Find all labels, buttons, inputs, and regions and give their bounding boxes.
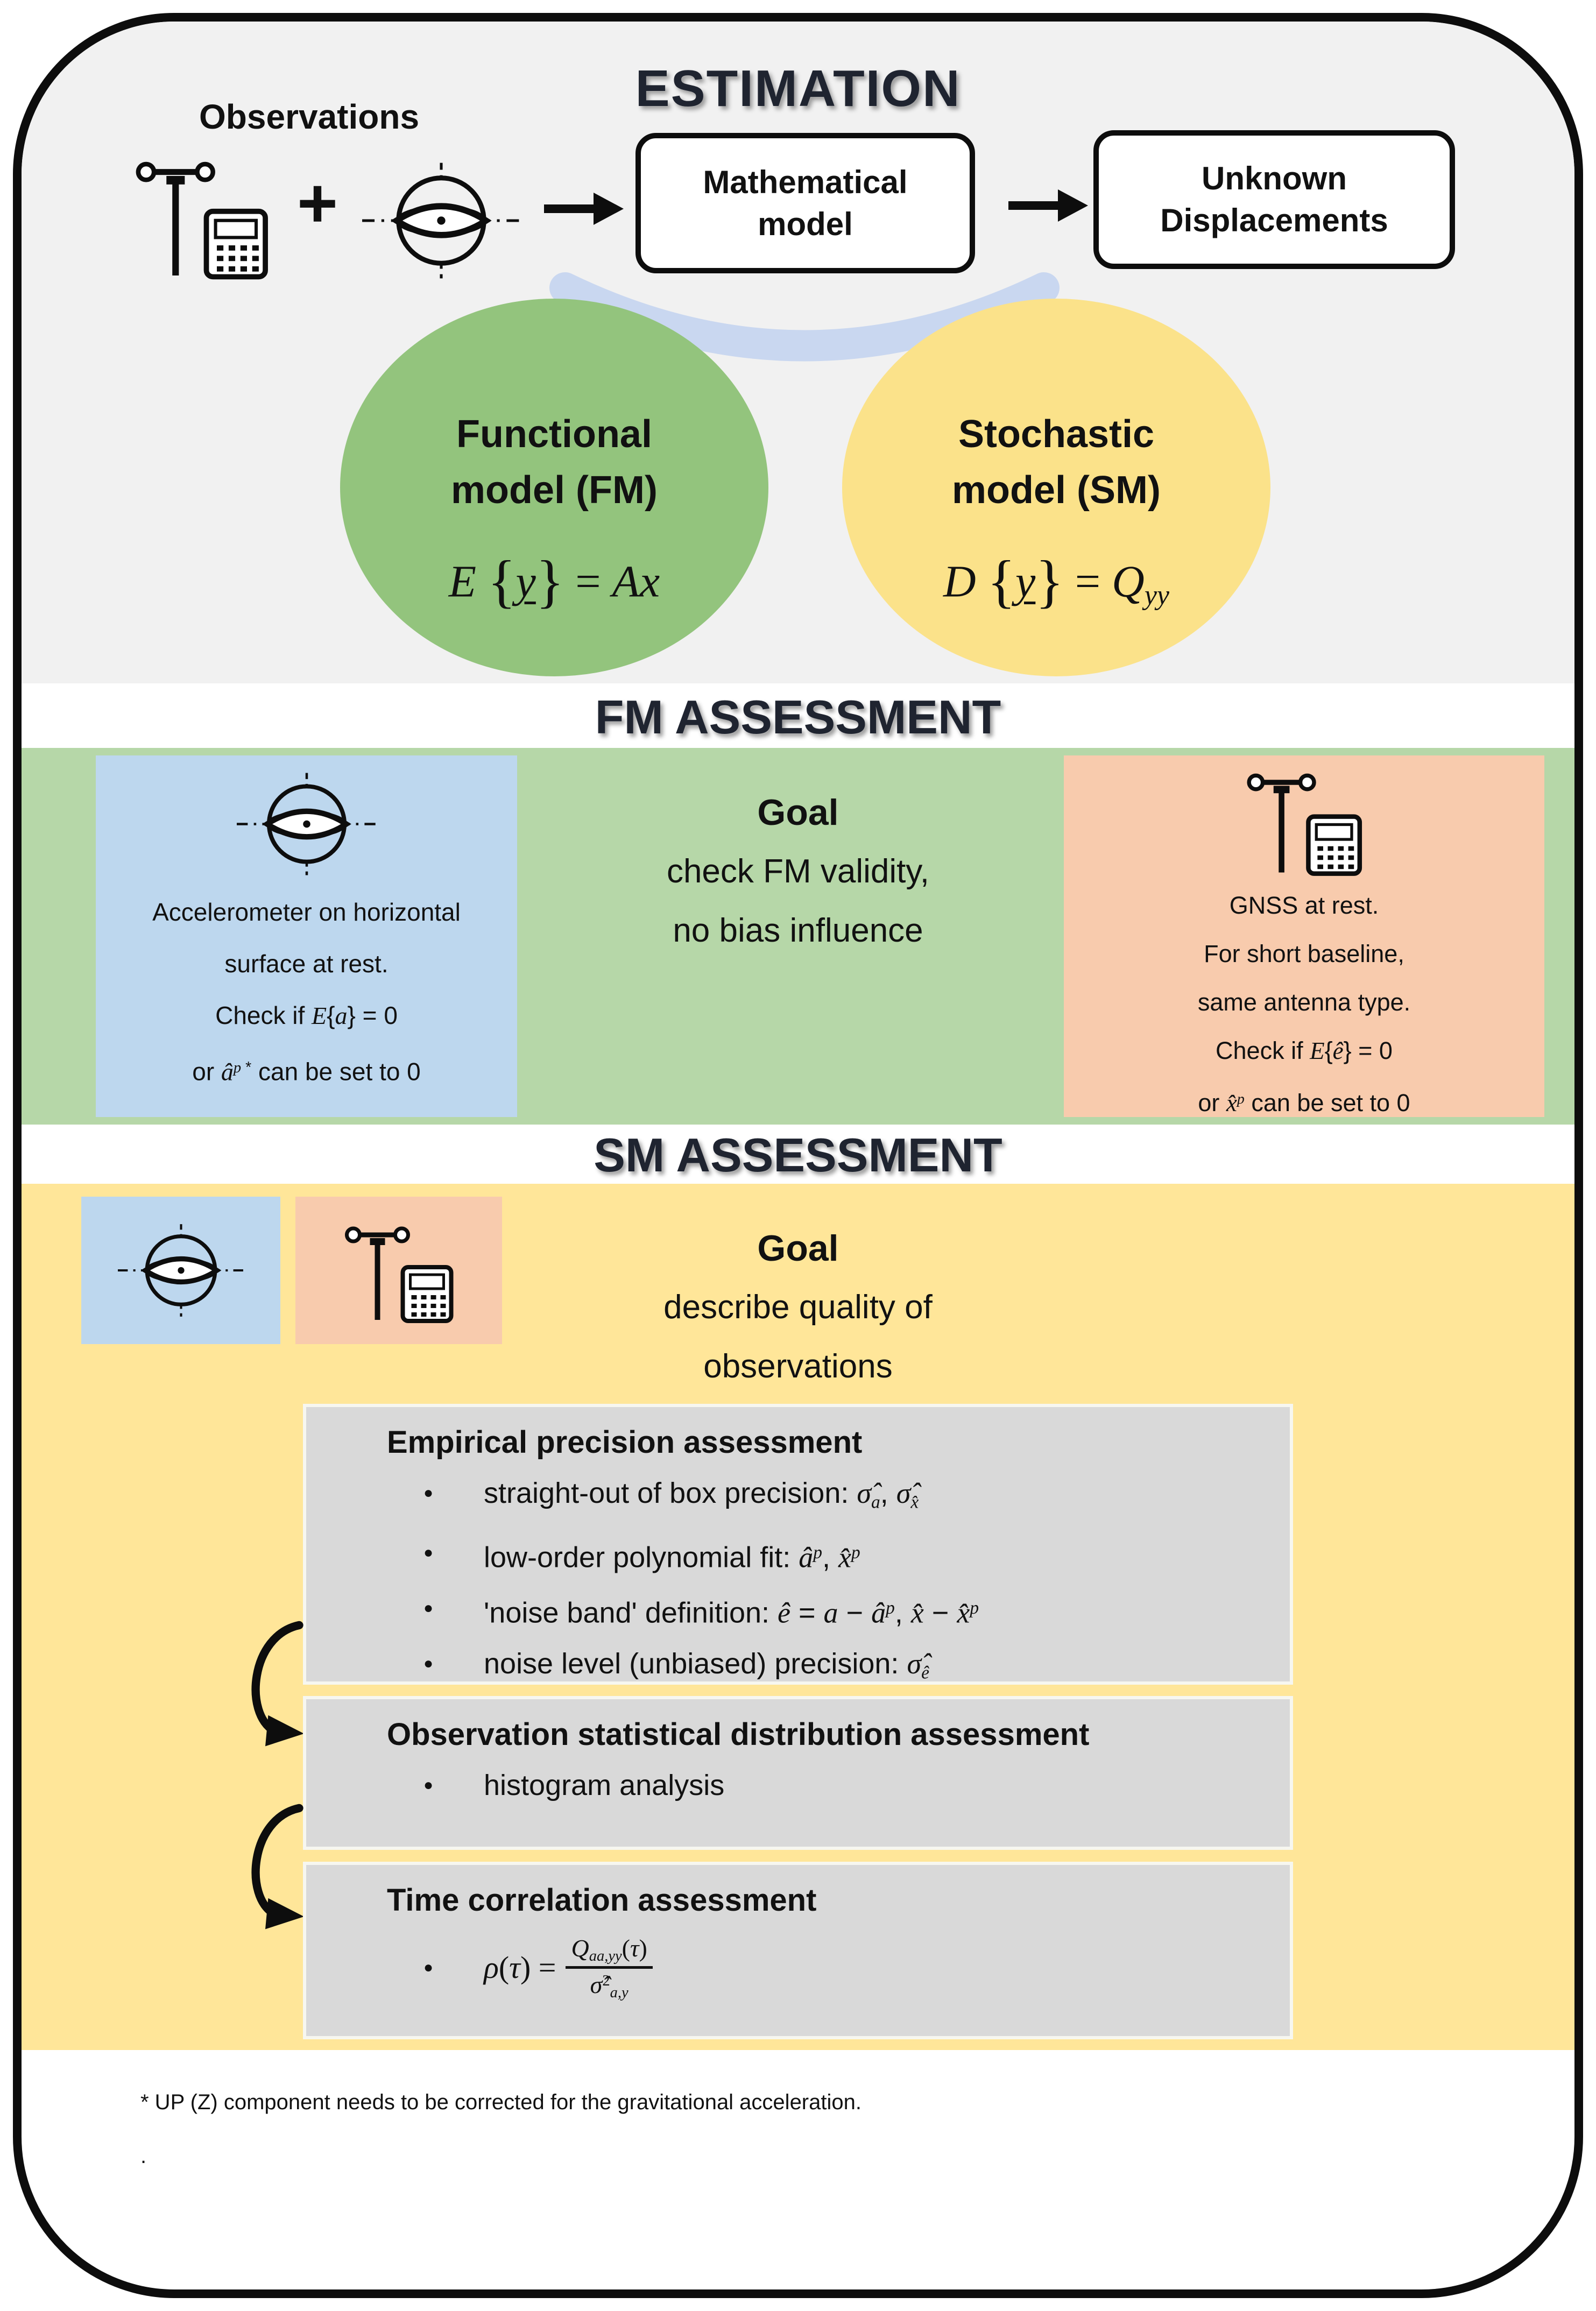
accelerometer-icon	[118, 1217, 244, 1324]
unknown-displacements-line1: Unknown	[1202, 160, 1347, 196]
arrow-right-icon	[538, 187, 630, 230]
formula-fraction	[566, 1932, 652, 2003]
sm-goal-block	[464, 1219, 1132, 1396]
functional-model-ellipse	[340, 299, 768, 676]
list-item: ● 'noise band' definition: ê = $a - â^p$, x̂ − x̂$^p$	[484, 1583, 1268, 1638]
gnss-check-panel	[1064, 755, 1544, 1117]
mathematical-model-line1: Mathematical	[703, 164, 908, 200]
mathematical-model-line2: model	[758, 206, 853, 242]
empirical-precision-title: Empirical precision assessment	[387, 1425, 863, 1460]
footnote-line1: * UP (Z) component needs to be corrected for the gravitational acceleration.	[140, 2090, 861, 2114]
fraction-numerator: $Q_{aa,yy}(\tau)$	[571, 1934, 647, 1964]
gnss-receiver-icon	[1237, 763, 1372, 877]
gnss-panel-line4: Check if E{ê} = 0	[1216, 1037, 1393, 1064]
accelerometer-icon	[237, 766, 377, 882]
stochastic-model-title-line1: Stochastic	[958, 413, 1155, 456]
accel-panel-line3: Check if E{a} = 0	[215, 1001, 398, 1029]
mathematical-model-box	[635, 133, 975, 273]
stochastic-model-formula: D $\{y\} = Q_{yy}$	[943, 549, 1170, 614]
curved-arrow-icon	[236, 1612, 309, 1758]
time-correlation-formula	[484, 1932, 1268, 2003]
distribution-card	[303, 1696, 1293, 1850]
list-item: ● straight-out of box precision: $\sigmâ_a$, $\sigmâ_{x̂}$	[484, 1468, 1268, 1528]
estimation-title: ESTIMATION	[635, 60, 961, 117]
sm-assessment-band	[22, 1184, 1574, 2050]
sm-goal-title: Goal	[757, 1228, 839, 1269]
gnss-panel-line2: For short baseline,	[1204, 940, 1404, 967]
poster-frame	[13, 13, 1583, 2298]
functional-model-title-line2: model (FM)	[451, 469, 658, 512]
functional-model-formula: E {y} = Ax	[448, 549, 660, 614]
unknown-displacements-box	[1093, 130, 1455, 269]
sm-assessment-heading: SM ASSESSMENT	[594, 1128, 1002, 1182]
curved-arrow-icon	[236, 1795, 309, 1941]
observations-label: Observations	[199, 97, 420, 136]
time-correlation-title: Time correlation assessment	[387, 1883, 817, 1918]
functional-model-title-line1: Functional	[456, 413, 652, 456]
distribution-list	[306, 1760, 1268, 1811]
stochastic-model-ellipse	[842, 299, 1270, 676]
distribution-title: Observation statistical distribution assessment	[387, 1717, 1090, 1752]
accelerometer-chip	[81, 1197, 280, 1344]
accelerometer-check-panel	[96, 755, 517, 1117]
fm-goal-block	[464, 783, 1132, 960]
time-correlation-card	[303, 1862, 1293, 2039]
fm-assessment-band	[22, 748, 1574, 1125]
plus-icon: +	[297, 164, 338, 242]
accel-panel-line1: Accelerometer on horizontal	[152, 898, 461, 926]
gnss-panel-line5: or x̂$^p$ can be set to 0	[1198, 1089, 1410, 1116]
unknown-displacements-line2: Displacements	[1160, 202, 1388, 238]
estimation-section	[22, 22, 1574, 683]
stochastic-model-title-line2: model (SM)	[952, 469, 1161, 512]
sm-goal-line2: observations	[703, 1348, 893, 1385]
fm-assessment-heading: FM ASSESSMENT	[595, 690, 1001, 744]
list-item: ● noise level (unbiased) precision: $\sigmâ_ê$	[484, 1638, 1268, 1698]
fraction-denominator: σ̂$^2_{a,y}$	[590, 1971, 628, 2002]
gnss-panel-line1: GNSS at rest.	[1229, 892, 1379, 919]
accel-panel-line2: surface at rest.	[224, 950, 389, 978]
gnss-panel-line3: same antenna type.	[1197, 988, 1411, 1016]
arrow-right-icon	[1005, 184, 1091, 227]
empirical-precision-list	[306, 1468, 1268, 1698]
fm-goal-line2: no bias influence	[673, 912, 923, 949]
list-item: ● histogram analysis	[484, 1760, 1268, 1811]
empirical-precision-card	[303, 1404, 1293, 1685]
fm-goal-line1: check FM validity,	[666, 853, 930, 890]
list-item: ● low-order polynomial fit: $â^p$, x̂$^p$	[484, 1528, 1268, 1583]
formula-lead: ● ρ(τ) =	[484, 1950, 556, 1985]
fm-goal-title: Goal	[757, 792, 839, 833]
footnote-line2: .	[140, 2144, 147, 2168]
gnss-receiver-icon	[336, 1217, 462, 1324]
accel-panel-line4: or $â^p$ * can be set to 0	[192, 1057, 421, 1086]
sm-goal-line1: describe quality of	[663, 1289, 933, 1326]
gnss-receiver-icon	[126, 145, 277, 285]
